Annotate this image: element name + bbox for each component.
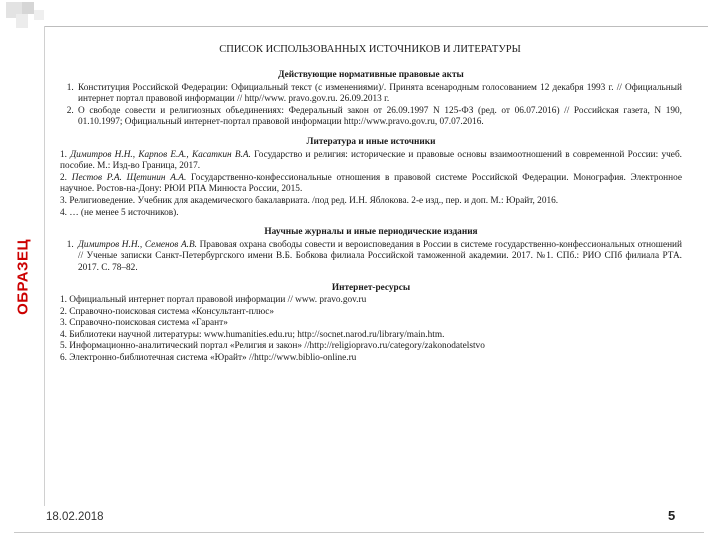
item-authors: Пестов Р.А. Щетинин А.А. [71, 172, 187, 183]
section-heading-normative: Действующие нормативные правовые акты [278, 70, 464, 80]
normative-list [60, 83, 682, 129]
list-item: 1. Димитров Н.Н., Семенов А.В. Правовая охрана свободы совести и вероисповедания в России в системе государственно-конфессиональных отношений // Ученые записки Санкт-Петербургского имени В.Б. Бобкова филиала Российской таможенной академии. 2017. №1. СПб.: РИО СПб филиала РТА. 2017. С. 78–82. [76, 240, 682, 275]
list-item: 1. Димитров Н.Н., Карпов Е.А., Касаткин В.А. Государство и религия: исторические и правовые основы взаимоотношений в современной России: учеб. пособие. М.: Изд-во Граница, 2017. [60, 149, 682, 172]
list-item: 1. Официальный интернет портал правовой информации // www. pravo.gov.ru [60, 295, 367, 306]
list-item: 3. Справочно-поисковая система «Гарант» [60, 318, 228, 329]
list-item: 6. Электронно-библиотечная система «Юрайт» //http://www.biblio-online.ru [60, 353, 357, 364]
page-number: 5 [668, 508, 676, 523]
top-rule [44, 26, 708, 27]
item-authors: Димитров Н.Н., Карпов Е.А., Касаткин В.А. [70, 149, 251, 160]
footer-date: 18.02.2018 [46, 511, 104, 523]
section-heading-literature: Литература и иные источники [306, 136, 436, 147]
section-heading-journals: Научные журналы и иные периодические издания [264, 227, 478, 238]
list-item: 2. О свободе совести и религиозных объединениях: Федеральный закон от 26.09.1997 N 125-ФЗ (ред. от 06.07.2016) // Российская газета, N 190, 01.10.1997; Официальный интернет-портал правовой информации http://www.pravo.gov.ru, 07.07.2016. [76, 106, 682, 129]
reference-list [60, 70, 682, 365]
list-item: 4. Библиотеки научной литературы: www.humanities.edu.ru; http://socnet.narod.ru/library/main.htm. [60, 329, 445, 340]
list-item: 1. Конституция Российской Федерации: Официальный текст (с изменениями)/. Принята всенародным голосованием 12 декабря 1993 г. // Официальный интернет портал правовой информации // http//www. pravo.gov.ru. 26.09.2013 г. [76, 83, 682, 106]
item-authors: Димитров Н.Н., Семенов А.В. [78, 239, 197, 250]
internet-list [60, 295, 682, 365]
bottom-rule [14, 532, 704, 533]
literature-list [60, 150, 682, 220]
list-item: 5. Информационно-аналитический портал «Религия и закон» //http://religiopravo.ru/category/zakonodatelstvo [60, 341, 485, 352]
journals-list [60, 240, 682, 275]
list-item: 4. … (не менее 5 источников). [60, 207, 179, 218]
page-title: СПИСОК ИСПОЛЬЗОВАННЫХ ИСТОЧНИКОВ И ЛИТЕРАТУРЫ [219, 44, 521, 55]
side-rule [44, 26, 45, 506]
sample-stamp-text: ОБРАЗЕЦ [14, 239, 32, 315]
list-item: 2. Пестов Р.А. Щетинин А.А. Государственно-конфессиональные отношения в правовой системе Российской Федерации. Монография. Электронное научное. Ростов-на-Дону: РЮИ РПА Минюста России, 2015. [60, 172, 683, 195]
list-item: 3. Религиоведение. Учебник для академического бакалавриата. /под ред. И.Н. Яблокова. 2-е изд., пер. и доп. М.: Юрайт, 2016. [60, 195, 559, 206]
sample-stamp [6, 222, 40, 332]
list-item: 2. Справочно-поисковая система «Консультант-плюс» [60, 306, 275, 317]
section-heading-internet: Интернет-ресурсы [331, 282, 411, 293]
